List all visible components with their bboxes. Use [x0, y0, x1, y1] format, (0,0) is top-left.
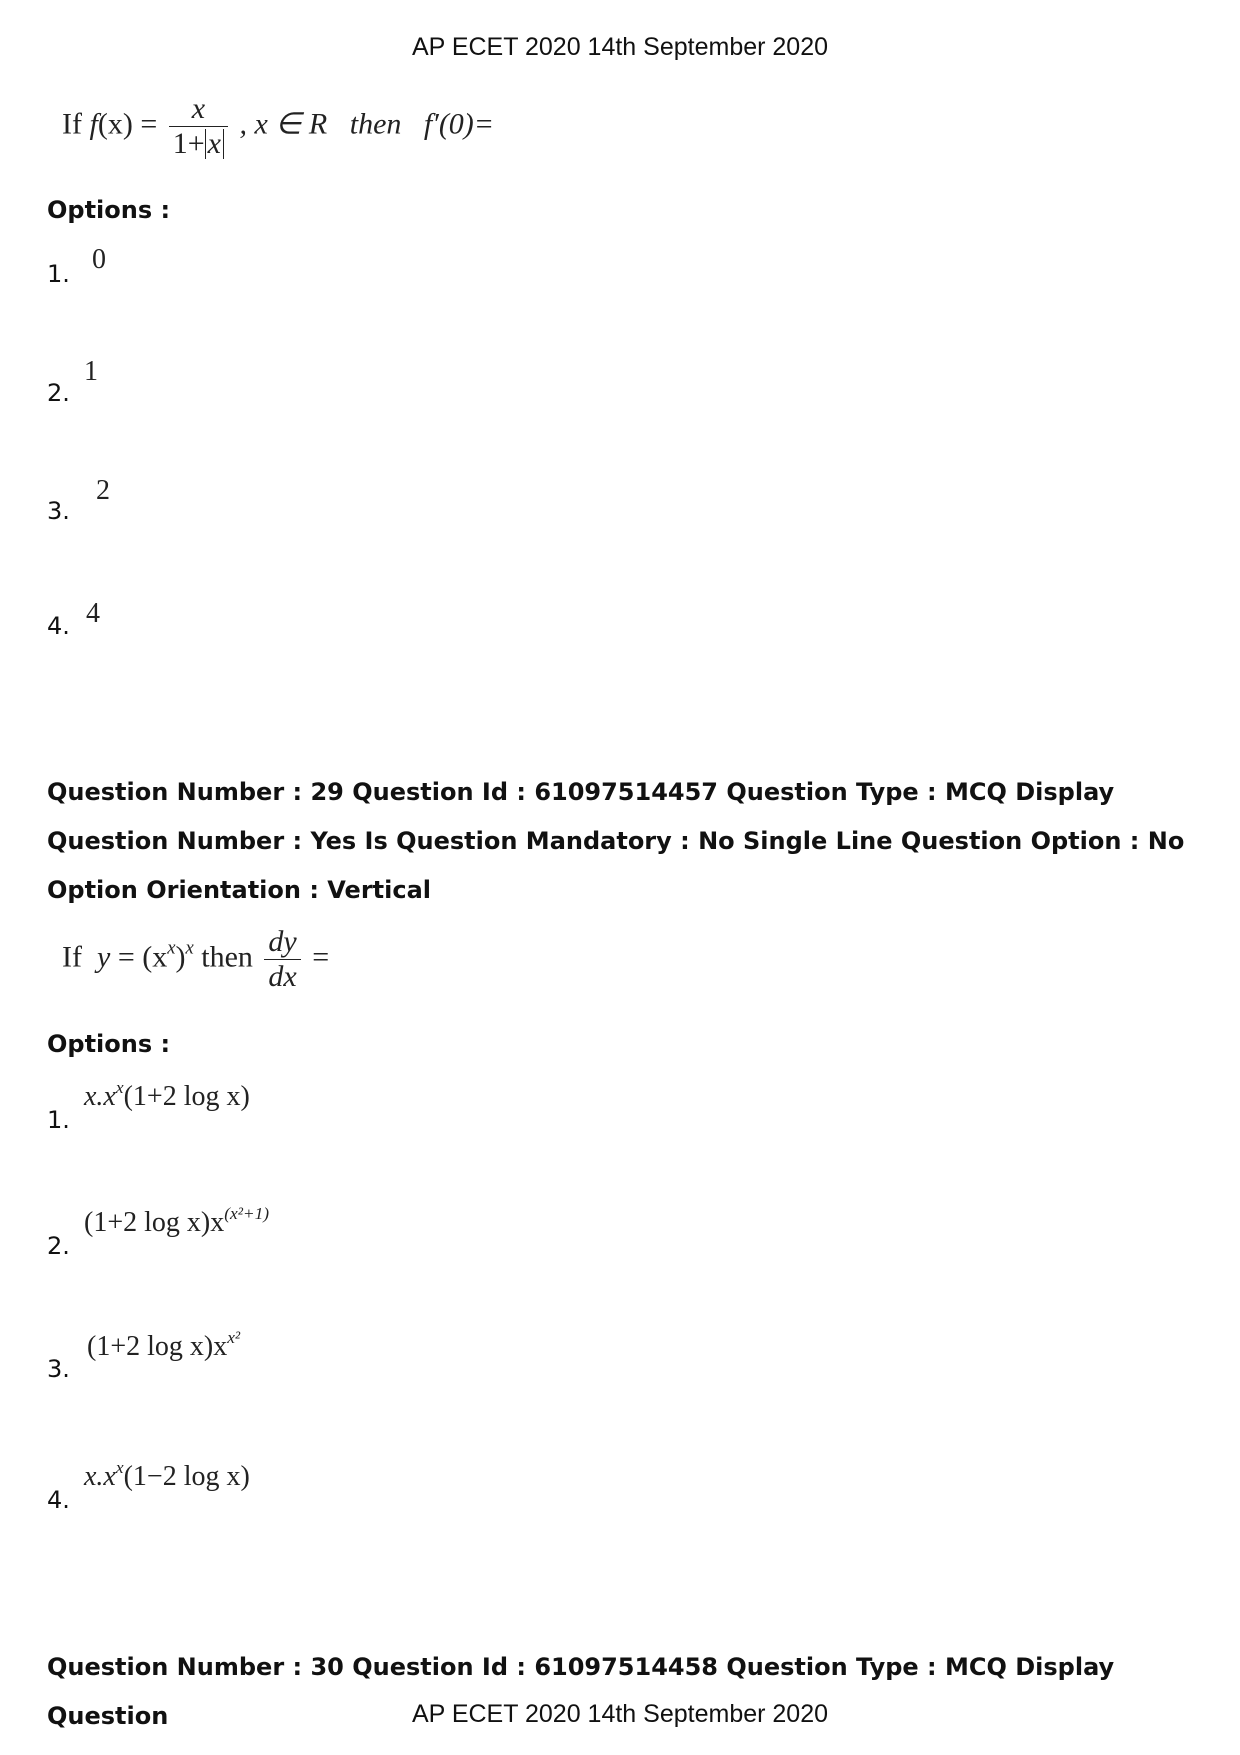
q29-option-4-tail: (1−2 log x): [123, 1461, 250, 1492]
q28-fraction: [169, 92, 228, 161]
q28-option-3-number: 3.: [47, 497, 70, 525]
q28-option-4-value: 4: [86, 598, 100, 629]
q28-option-1-number: 1.: [47, 260, 70, 288]
q28-option-2-number: 2.: [47, 379, 70, 407]
q28-denominator: [169, 126, 228, 161]
q29-numerator: dy: [268, 925, 297, 958]
q29-option-3-exp: x²: [227, 1327, 241, 1347]
q29-option-4-value: [84, 1457, 250, 1493]
page-header: AP ECET 2020 14th September 2020: [411, 33, 829, 61]
q28-options-label: Options :: [47, 196, 171, 224]
q29-exp1: x: [167, 937, 176, 959]
q29-option-1-value: [84, 1077, 250, 1113]
q29-option-4-number: 4.: [47, 1486, 70, 1514]
q28-condition: , x ∈ R: [239, 107, 328, 141]
q29-option-2-value: [84, 1203, 270, 1239]
q29-exp2: x: [185, 937, 194, 959]
q29-option-4-exp: x: [115, 1457, 124, 1477]
q28-option-1-value: 0: [92, 244, 106, 275]
q29-fraction: [264, 925, 300, 994]
question-28-formula: [62, 92, 494, 161]
question-30-meta: Question Number : 30 Question Id : 61097514458 Question Type : MCQ Display Question: [47, 1653, 1115, 1730]
q29-close: ): [175, 940, 186, 974]
q29-option-1-base: x.x: [84, 1081, 116, 1112]
q28-eq: =: [140, 107, 158, 141]
q29-option-2-base: (1+2 log x)x: [84, 1207, 225, 1238]
q28-fx: (x): [97, 107, 133, 141]
q29-option-3-value: [87, 1327, 241, 1363]
q29-y: y: [96, 940, 111, 974]
q29-then: then: [201, 940, 253, 974]
q29-option-1-tail: (1+2 log x): [123, 1081, 250, 1112]
q29-denominator: dx: [264, 959, 300, 994]
q28-den-abs: x: [205, 129, 224, 159]
q28-if: If: [62, 107, 82, 141]
page-footer: AP ECET 2020 14th September 2020: [411, 1700, 829, 1728]
q28-den-pre: 1+: [172, 127, 205, 160]
q29-option-1-exp: x: [115, 1077, 124, 1097]
q29-option-3-base: (1+2 log x)x: [87, 1331, 228, 1362]
q29-option-4-base: x.x: [84, 1461, 116, 1492]
q29-option-1-number: 1.: [47, 1106, 70, 1134]
q28-f: f: [89, 107, 98, 141]
question-29-formula: [62, 925, 329, 994]
q28-then: then: [349, 107, 402, 141]
q29-tail: =: [312, 940, 330, 974]
q29-option-2-number: 2.: [47, 1232, 70, 1260]
question-29-meta: Question Number : 29 Question Id : 61097514457 Question Type : MCQ Display Question Number : Yes Is Question Mandatory : No Single Line Question Option : No Option Orientation : Vertical: [47, 778, 1185, 904]
q28-fprime: f′(0)=: [423, 107, 495, 141]
q28-option-2-value: 1: [84, 356, 98, 387]
q29-option-2-exp: (x²+1): [224, 1203, 270, 1223]
q29-eq: = (x: [117, 940, 168, 974]
q28-option-4-number: 4.: [47, 612, 70, 640]
q29-options-label: Options :: [47, 1030, 171, 1058]
q28-numerator: x: [191, 92, 206, 125]
q28-option-3-value: 2: [96, 475, 110, 506]
q29-option-3-number: 3.: [47, 1355, 70, 1383]
q29-if: If: [62, 940, 82, 974]
